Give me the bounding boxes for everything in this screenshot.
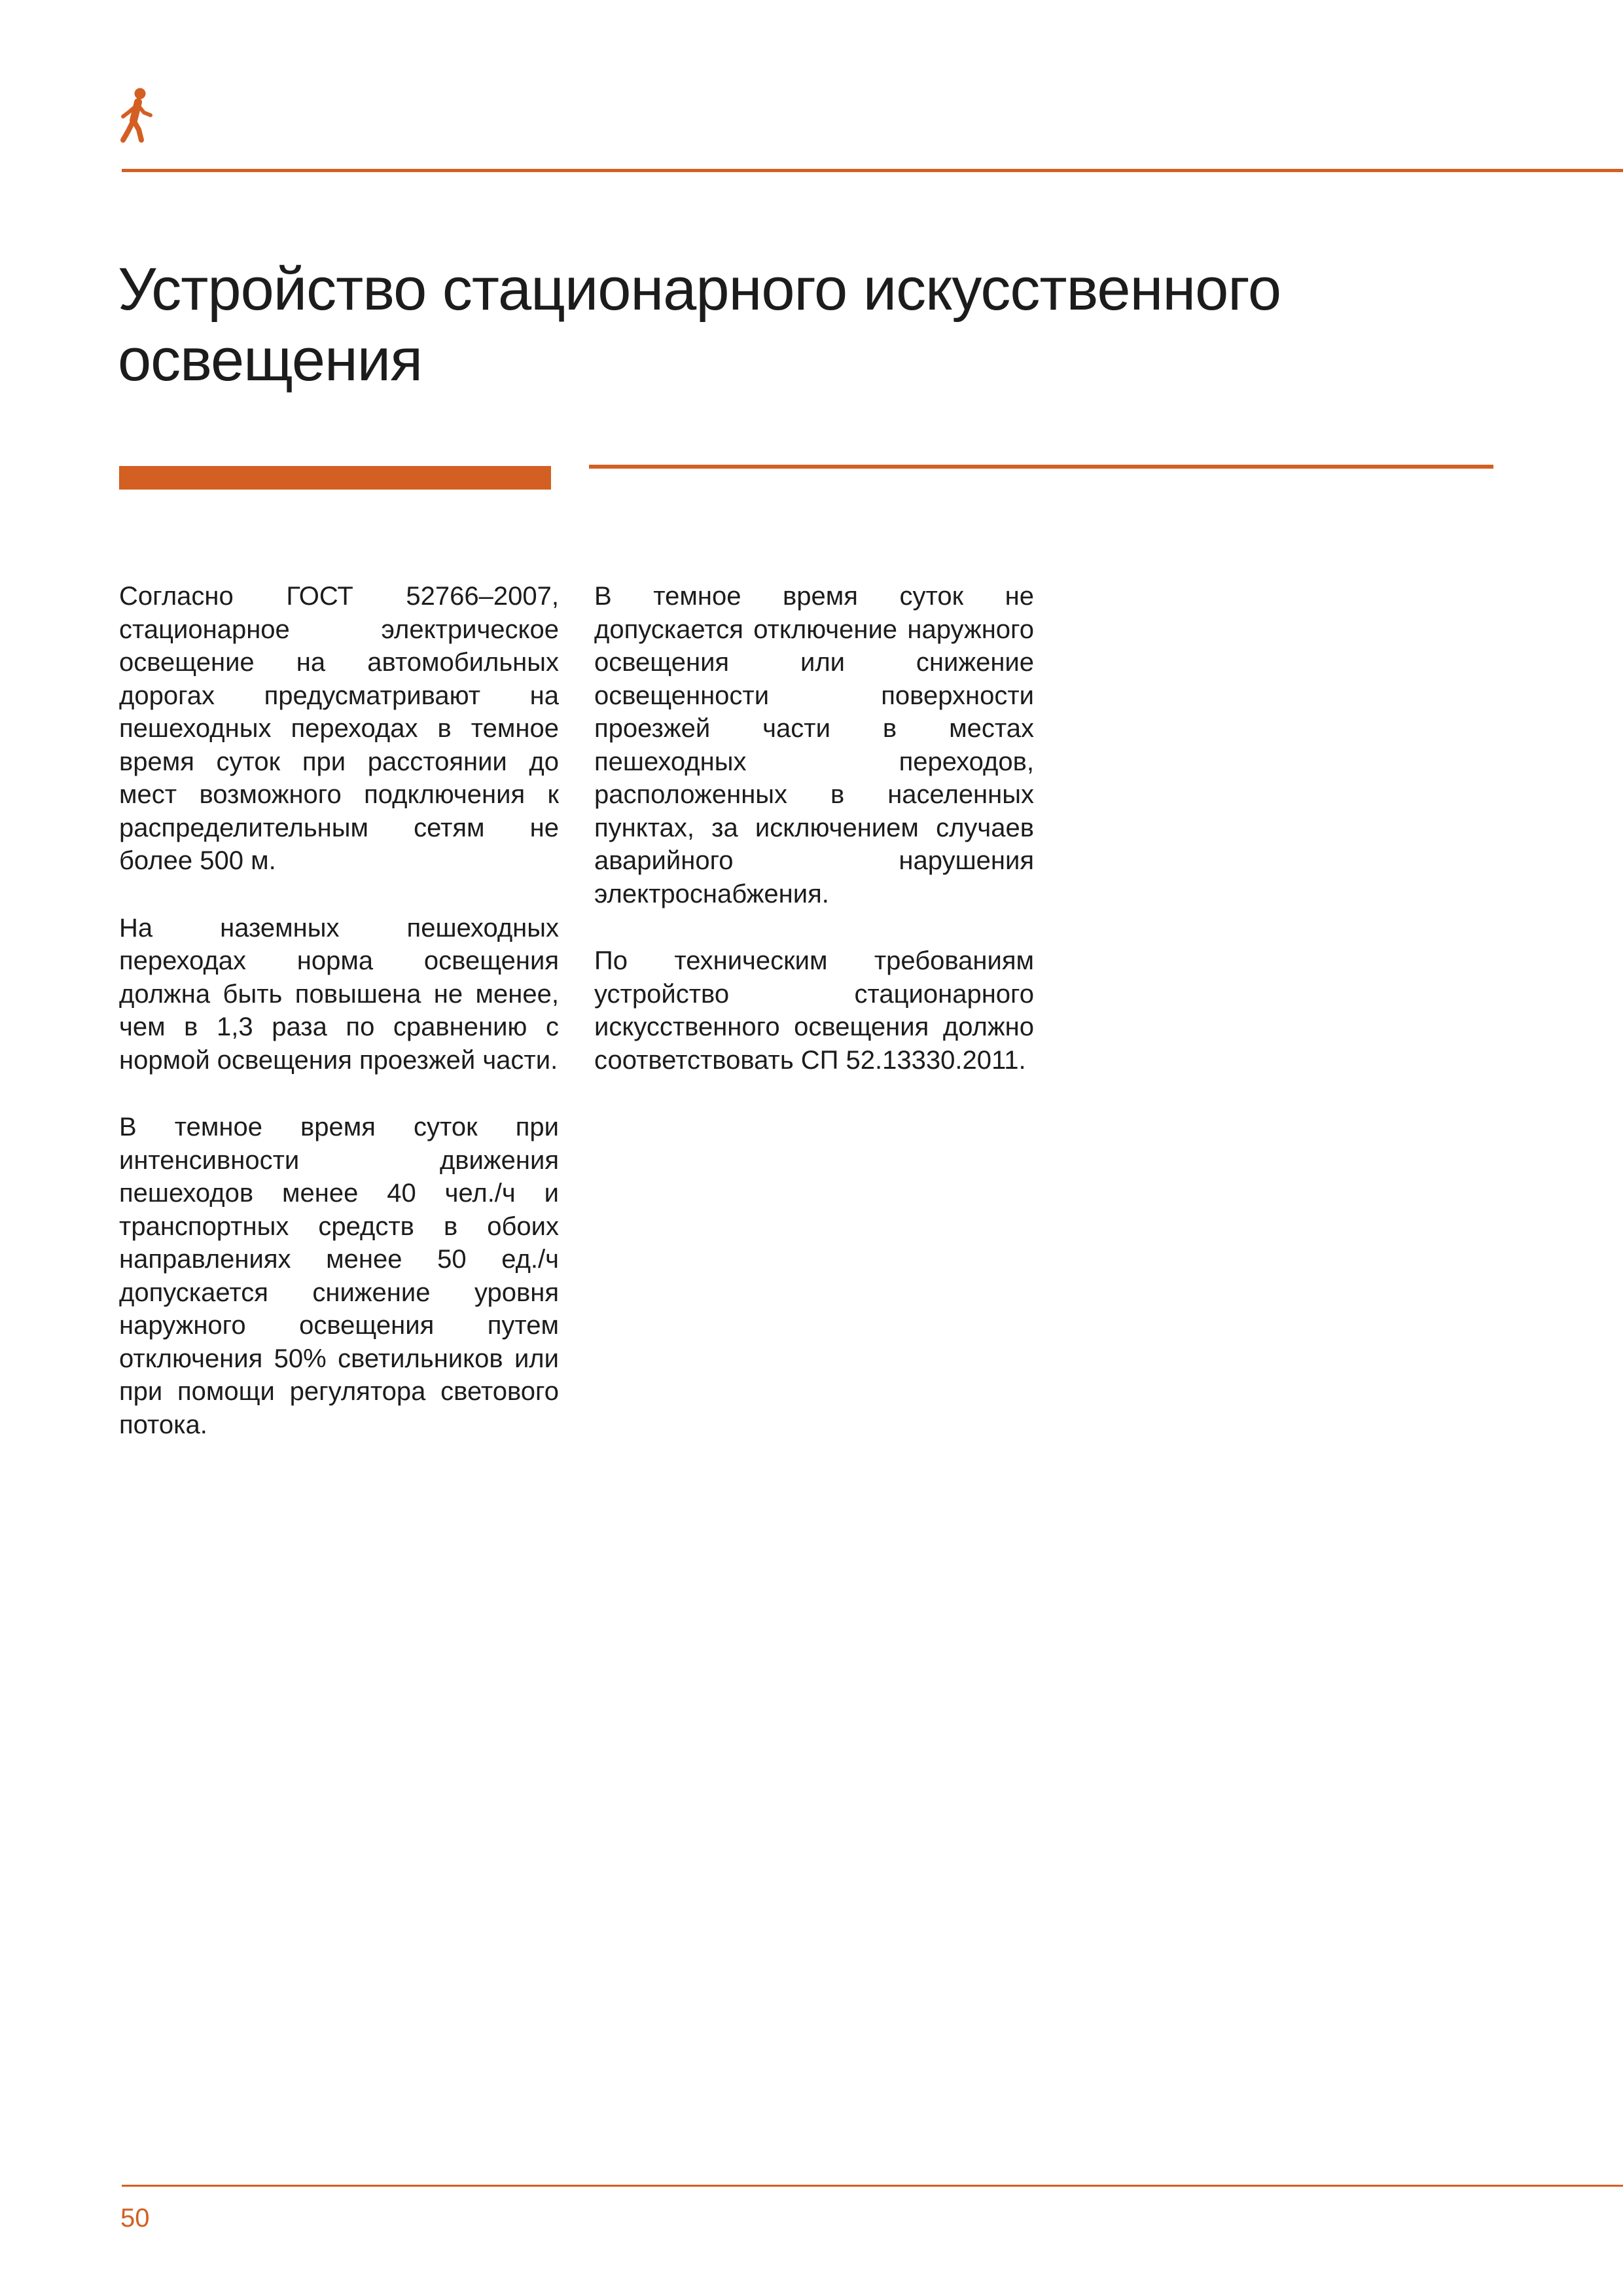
right-column	[594, 580, 1034, 1111]
page-number: 50	[120, 2204, 150, 2233]
column-divider-rule	[589, 465, 1493, 469]
title-accent-bar	[119, 466, 551, 490]
paragraph: Согласно ГОСТ 52766–2007, стационарное электрическое освещение на автомобильных дорогах предусматривают на пешеходных переходах в темное время суток при расстоянии до мест возможного подключения к распределительным сетям не более 500 м.	[119, 582, 559, 875]
paragraph: На наземных пешеходных переходах норма освещения должна быть повышена не менее, чем в 1,3 раза по сравнению с нормой освещения проезжей части.	[119, 913, 559, 1075]
paragraph: В темное время суток не допускается отключение наружного освещения или снижение освещенности поверхности проезжей части в местах пешеходных переходов, расположенных в населенных пунктах, за исключением случаев аварийного нарушения электроснабжения.	[594, 582, 1034, 908]
left-column	[119, 580, 559, 1475]
header-rule	[122, 169, 1623, 172]
paragraph: По техническим требованиям устройство стационарного искусственного освещения должно соответствовать СП 52.13330.2011.	[594, 946, 1034, 1075]
page-title: Устройство стационарного искусственного освещения	[118, 256, 1281, 393]
paragraph: В темное время суток при интенсивности движения пешеходов менее 40 чел./ч и транспортных средств в обоих направлениях менее 50 ед./ч допускается снижение уровня наружного освещения путем отключения 50% светильников или при помощи регулятора светового потока.	[119, 1113, 559, 1439]
footer-rule	[122, 2185, 1623, 2187]
pedestrian-icon	[118, 88, 156, 144]
